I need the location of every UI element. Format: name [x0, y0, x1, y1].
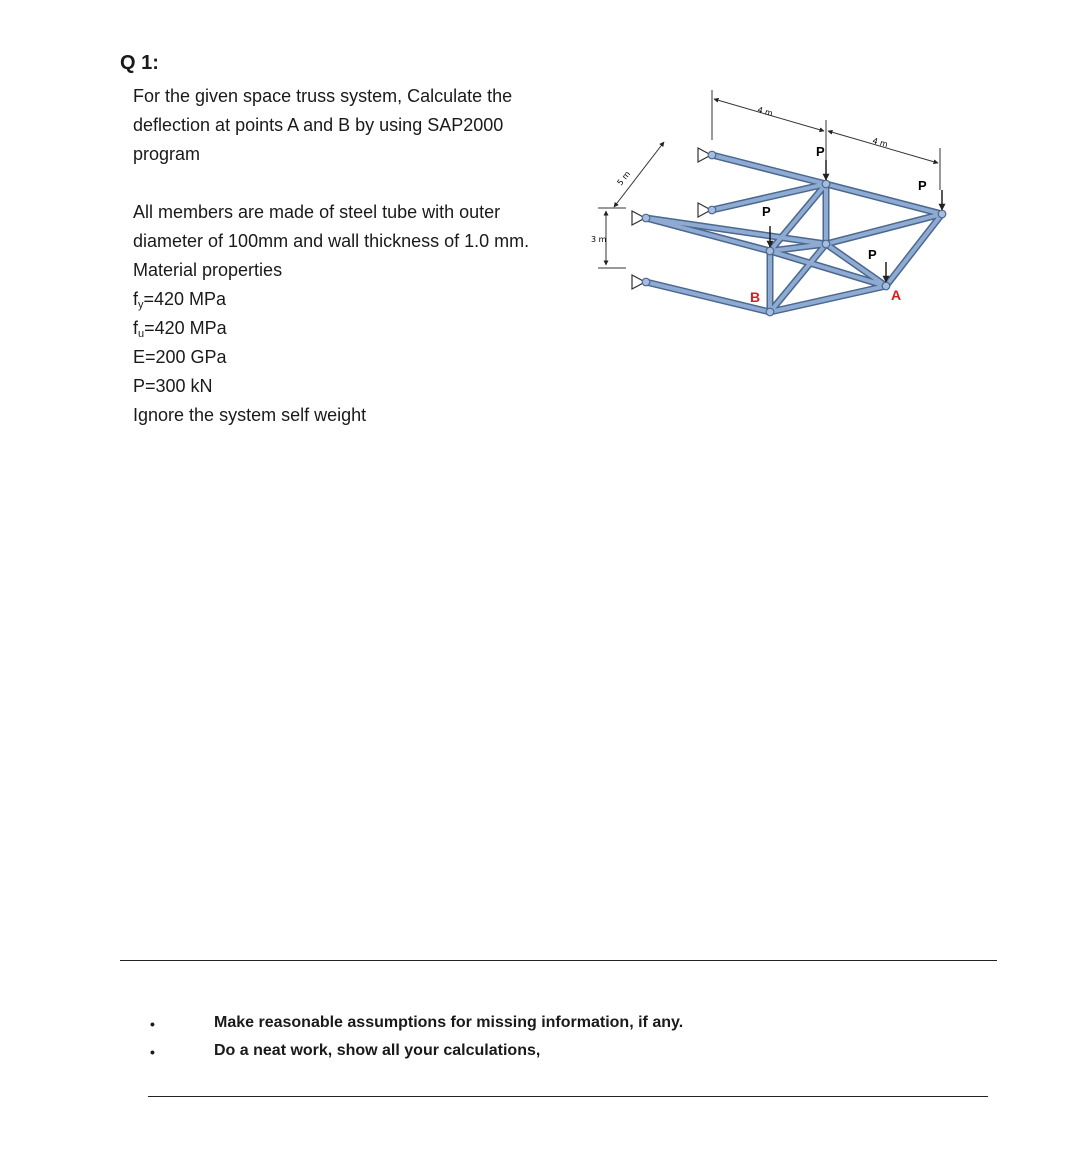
dim-label-3m: 3 m: [591, 235, 607, 244]
fy-symbol: f: [133, 289, 139, 309]
ignore-self-weight: Ignore the system self weight: [133, 405, 367, 425]
elastic-modulus: E=200 GPa: [133, 347, 227, 367]
load-label-4: P: [868, 247, 877, 262]
fu-symbol: f: [133, 318, 139, 338]
dim-label-4m-2: 4 m: [871, 136, 889, 150]
intro-line-1: For the given space truss system, Calculate the: [133, 86, 513, 106]
material-line-2: diameter of 100mm and wall thickness of 1.0 mm.: [133, 231, 530, 251]
material-line-3: Material properties: [133, 260, 283, 280]
fu-value: =420 MPa: [144, 318, 227, 338]
question-intro: [133, 82, 563, 169]
fu-subscript: u: [138, 328, 145, 340]
ultimate-strength: [133, 314, 529, 343]
instruction-text: Do a neat work, show all your calculations,: [214, 1042, 541, 1059]
divider-bottom: [148, 1096, 988, 1097]
bullet-icon: •: [150, 1044, 155, 1060]
bullet-icon: •: [150, 1016, 155, 1032]
load-label-1: P: [816, 144, 825, 159]
intro-line-2: deflection at points A and B by using SAP2000: [133, 115, 504, 135]
material-line-1: All members are made of steel tube with outer: [133, 202, 501, 222]
yield-strength: [133, 285, 529, 314]
question-title: Q 1:: [120, 52, 159, 74]
fy-subscript: y: [138, 299, 144, 311]
dim-label-5m: 5 m: [615, 169, 633, 188]
load-label-3: P: [762, 204, 771, 219]
load-value: P=300 kN: [133, 376, 213, 396]
space-truss-figure: [580, 90, 980, 330]
instruction-text: Make reasonable assumptions for missing information, if any.: [214, 1014, 684, 1031]
dim-label-4m-1: 4 m: [756, 105, 774, 119]
fy-value: =420 MPa: [143, 289, 227, 309]
point-b-label: B: [750, 289, 761, 305]
intro-line-3: program: [133, 144, 201, 164]
point-a-label: A: [891, 287, 902, 303]
material-details: [133, 198, 529, 430]
divider-top: [120, 960, 997, 961]
load-label-2: P: [918, 178, 927, 193]
